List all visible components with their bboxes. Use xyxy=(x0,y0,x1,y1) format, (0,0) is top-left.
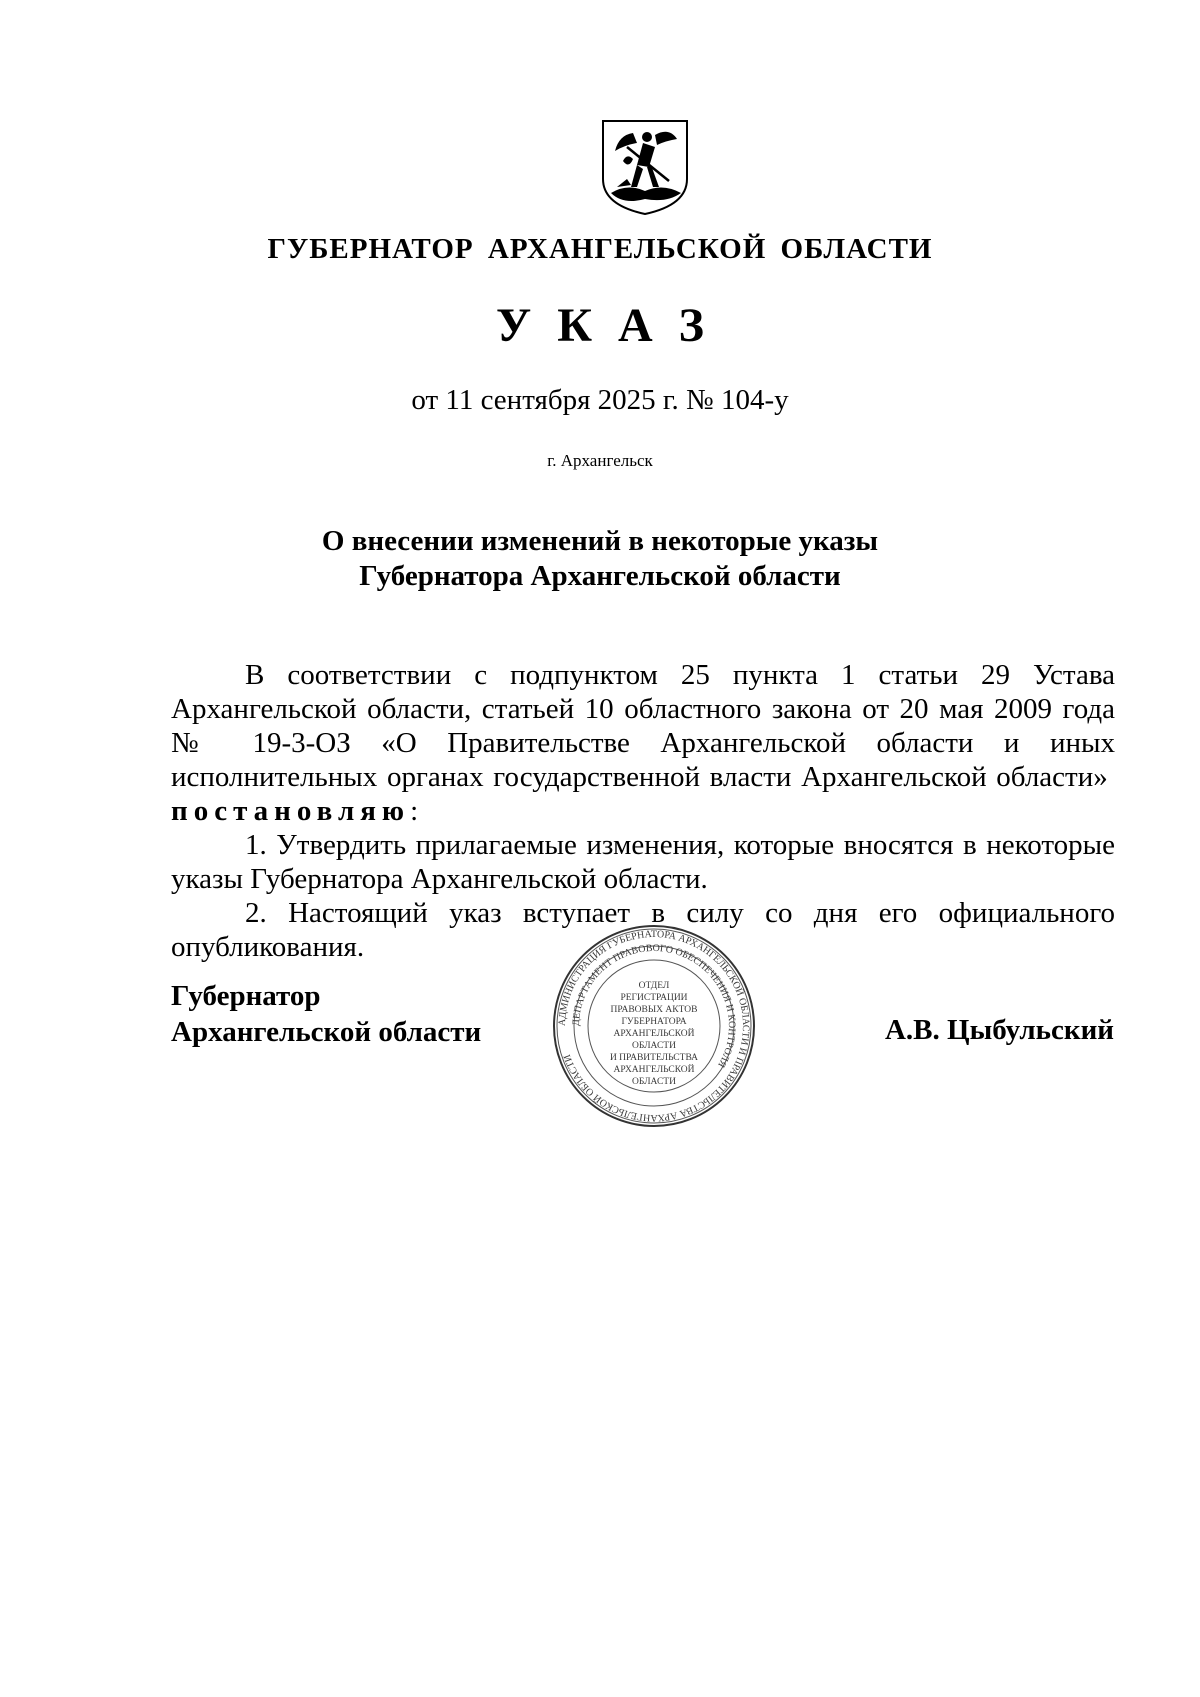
registration-seal-icon xyxy=(550,922,758,1130)
item-1-paragraph: 1. Утвердить прилагаемые изменения, которые вносятся в некоторые указы Губернатора Архангельской области. xyxy=(171,829,1115,895)
signatory-position-line-1: Губернатор xyxy=(171,980,321,1012)
seal-middle-ring-text: ДЕПАРТАМЕНТ ПРАВОВОГО ОБЕСПЕЧЕНИЯ И КОНТРОЛЯ xyxy=(570,942,738,1070)
seal-inner-line: ОТДЕЛ xyxy=(638,981,670,991)
issuing-city: г. Архангельск xyxy=(547,451,653,470)
signatory-position-line-2: Архангельской области xyxy=(171,1016,482,1048)
document-type: У К А З xyxy=(495,299,705,352)
document-body xyxy=(171,658,1115,964)
signatory-name: А.В. Цыбульский xyxy=(884,1014,1114,1046)
issuing-authority: ГУБЕРНАТОР АРХАНГЕЛЬСКОЙ ОБЛАСТИ xyxy=(267,233,933,265)
item-2-paragraph: 2. Настоящий указ вступает в силу со дня его официального опубликования. xyxy=(171,897,1115,963)
seal-outer-ring-text: АДМИНИСТРАЦИЯ ГУБЕРНАТОРА АРХАНГЕЛЬСКОЙ ОБЛАСТИ И ПРАВИТЕЛЬСТВА АРХАНГЕЛЬСКОЙ ОБЛАСТИ xyxy=(556,928,752,1124)
seal-inner-line: АРХАНГЕЛЬСКОЙ xyxy=(613,1065,695,1075)
document-title-line-2: Губернатора Архангельской области xyxy=(359,560,841,592)
arkhangelsk-coat-of-arms-icon xyxy=(597,117,693,217)
seal-inner-line: ГУБЕРНАТОРА xyxy=(621,1017,687,1027)
resolves-colon: : xyxy=(410,795,419,827)
document-title-line-1: О внесении изменений в некоторые указы xyxy=(321,525,879,557)
seal-inner-text xyxy=(610,981,698,1087)
document-title xyxy=(0,524,1200,594)
preamble-paragraph xyxy=(171,658,1115,828)
seal-inner-line: И ПРАВИТЕЛЬСТВА xyxy=(609,1053,699,1063)
seal-inner-line: АРХАНГЕЛЬСКОЙ xyxy=(613,1029,695,1039)
seal-inner-line: ПРАВОВЫХ АКТОВ xyxy=(610,1005,698,1015)
seal-inner-line: РЕГИСТРАЦИИ xyxy=(620,993,688,1003)
resolves-word: постановляю xyxy=(171,795,411,827)
preamble-text: В соответствии с подпунктом 25 пункта 1 статьи 29 Устава Архангельской области, статьей 10 областного закона от 20 мая 2009 года № 19-3-ОЗ «О Правительстве Архангельской области и иных исполнительных органах государственной власти Архангельской области» xyxy=(171,659,1115,793)
signatory-position xyxy=(171,978,481,1050)
document-date-number: от 11 сентября 2025 г. № 104-у xyxy=(411,384,789,416)
seal-inner-line: ОБЛАСТИ xyxy=(632,1077,676,1087)
seal-inner-line: ОБЛАСТИ xyxy=(632,1041,676,1051)
